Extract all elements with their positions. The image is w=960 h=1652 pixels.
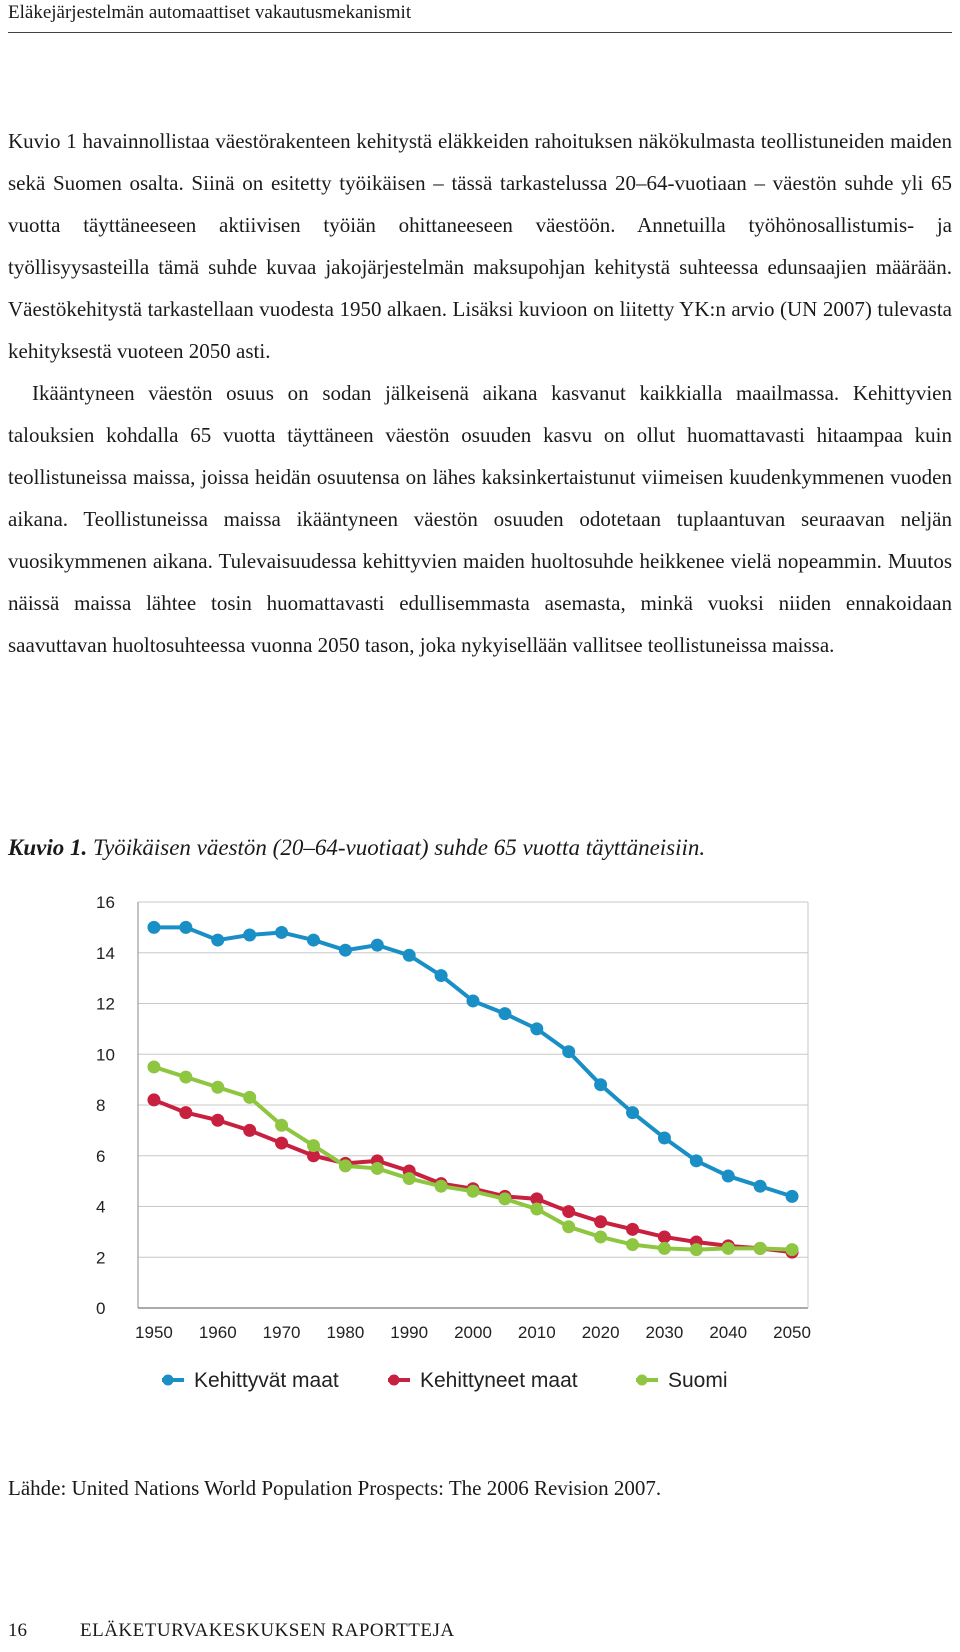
data-point <box>562 1045 575 1058</box>
data-point <box>307 1139 320 1152</box>
page-number: 16 <box>8 1620 27 1641</box>
data-point <box>498 1007 511 1020</box>
data-point <box>786 1190 799 1203</box>
report-series-title: ELÄKETURVAKESKUKSEN RAPORTTEJA <box>80 1620 455 1641</box>
x-tick-label: 2040 <box>709 1323 748 1342</box>
data-point <box>530 1203 543 1216</box>
x-tick-label: 1960 <box>198 1323 237 1342</box>
data-point <box>339 944 352 957</box>
series-line <box>154 1100 792 1252</box>
data-point <box>275 1119 288 1132</box>
body-text <box>8 120 952 666</box>
body-paragraph-1: Kuvio 1 havainnollistaa väestörakenteen kehitystä eläkkeiden rahoituksen näkökulmasta teollistuneiden maiden sekä Suomen osalta. Siinä on esitetty työikäisen – tässä tarkastelussa 20–64-vuotiaan – väestön suhde yli 65 vuotta täyttäneeseen aktiivisen työiän ohittaneeseen väestöön. Annetuilla työhönosallistumis- ja työllisyysasteilla tämä suhde kuvaa jakojärjestelmän maksupohjan kehitystä suhteessa edunsaajien määrään. Väestökehitystä tarkastellaan vuodesta 1950 alkaen. Lisäksi kuvioon on liitetty YK:n arvio (UN 2007) tulevasta kehityksestä vuoteen 2050 asti. <box>8 129 952 363</box>
data-point <box>594 1215 607 1228</box>
data-point <box>626 1238 639 1251</box>
data-point <box>658 1131 671 1144</box>
y-tick-label: 8 <box>96 1096 106 1115</box>
line-chart <box>0 880 960 1460</box>
data-point <box>530 1022 543 1035</box>
data-point <box>626 1106 639 1119</box>
data-point <box>626 1223 639 1236</box>
data-point <box>594 1230 607 1243</box>
y-tick-label: 0 <box>96 1299 106 1318</box>
data-point <box>754 1180 767 1193</box>
legend-label: Kehittyneet maat <box>420 1369 578 1392</box>
data-point <box>690 1154 703 1167</box>
legend-swatch-marker <box>389 1375 400 1386</box>
data-point <box>179 1106 192 1119</box>
data-point <box>243 928 256 941</box>
data-point <box>275 1137 288 1150</box>
x-tick-label: 1990 <box>390 1323 429 1342</box>
y-tick-label: 12 <box>96 994 115 1014</box>
legend-swatch-marker <box>163 1375 174 1386</box>
figure-caption-text: Työikäisen väestön (20–64-vuotiaat) suhde 65 vuotta täyttäneisiin. <box>92 835 706 860</box>
data-point <box>211 934 224 947</box>
data-point <box>403 1172 416 1185</box>
data-point <box>275 926 288 939</box>
data-point <box>594 1078 607 1091</box>
figure-caption <box>8 833 952 863</box>
data-point <box>403 949 416 962</box>
data-point <box>786 1243 799 1256</box>
data-point <box>562 1220 575 1233</box>
legend-swatch-marker <box>637 1375 648 1386</box>
page-footer <box>8 1618 952 1644</box>
data-point <box>179 921 192 934</box>
body-paragraph-2: Ikääntyneen väestön osuus on sodan jälkeisenä aikana kasvanut kaikkialla maailmassa. Kehittyvien talouksien kohdalla 65 vuotta täyttäneen väestön osuuden kasvu on ollut huomattavasti hitaampaa kuin teollistuneissa maissa, joissa heidän osuutensa on lähes kaksinkertaistunut viimeisen kuudenkymmenen vuoden aikana. Teollistuneissa maissa ikääntyneen väestön osuuden odotetaan tuplaantuvan seuraavan neljän vuosikymmenen aikana. Tulevaisuudessa kehittyvien maiden huoltosuhde heikkenee vielä nopeammin. Muutos näissä maissa lähtee tosin huomattavasti edullisemmasta asemasta, minkä vuoksi niiden ennakoidaan saavuttavan huoltosuhteessa vuonna 2050 tason, joka nykyisellään vallitsee teollistuneissa maissa. <box>8 381 952 657</box>
data-point <box>722 1242 735 1255</box>
data-point <box>211 1114 224 1127</box>
running-title: Eläkejärjestelmän automaattiset vakautusmekanismit <box>8 2 412 23</box>
x-tick-label: 1980 <box>326 1323 365 1342</box>
x-tick-label: 2020 <box>581 1323 620 1342</box>
x-tick-label: 2050 <box>773 1323 811 1342</box>
legend-label: Suomi <box>668 1369 728 1392</box>
figure-source: Lähde: United Nations World Population Prospects: The 2006 Revision 2007. <box>8 1476 662 1500</box>
running-header <box>8 0 952 33</box>
data-point <box>371 1162 384 1175</box>
x-tick-label: 2000 <box>454 1323 492 1342</box>
x-tick-label: 2030 <box>645 1323 684 1342</box>
data-point <box>658 1242 671 1255</box>
data-point <box>147 1093 160 1106</box>
data-point <box>339 1159 352 1172</box>
data-point <box>498 1192 511 1205</box>
data-point <box>467 1185 480 1198</box>
data-point <box>435 1180 448 1193</box>
data-point <box>467 994 480 1007</box>
data-point <box>179 1071 192 1084</box>
data-point <box>658 1230 671 1243</box>
data-point <box>147 921 160 934</box>
data-point <box>147 1060 160 1073</box>
y-tick-label: 6 <box>96 1146 106 1166</box>
data-point <box>435 969 448 982</box>
data-point <box>371 939 384 952</box>
data-point <box>211 1081 224 1094</box>
y-tick-label: 2 <box>96 1248 106 1268</box>
y-tick-label: 14 <box>96 943 115 963</box>
data-point <box>307 934 320 947</box>
figure-label: Kuvio 1. <box>8 835 88 860</box>
data-point <box>722 1170 735 1183</box>
data-point <box>690 1243 703 1256</box>
x-tick-label: 2010 <box>517 1323 556 1342</box>
y-tick-label: 16 <box>96 893 115 912</box>
data-point <box>562 1205 575 1218</box>
data-point <box>243 1091 256 1104</box>
y-tick-label: 10 <box>96 1045 115 1065</box>
y-tick-label: 4 <box>96 1197 106 1217</box>
x-tick-label: 1970 <box>262 1323 301 1342</box>
legend-label: Kehittyvät maat <box>194 1369 339 1392</box>
data-point <box>754 1242 767 1255</box>
x-tick-label: 1950 <box>135 1323 173 1342</box>
data-point <box>243 1124 256 1137</box>
